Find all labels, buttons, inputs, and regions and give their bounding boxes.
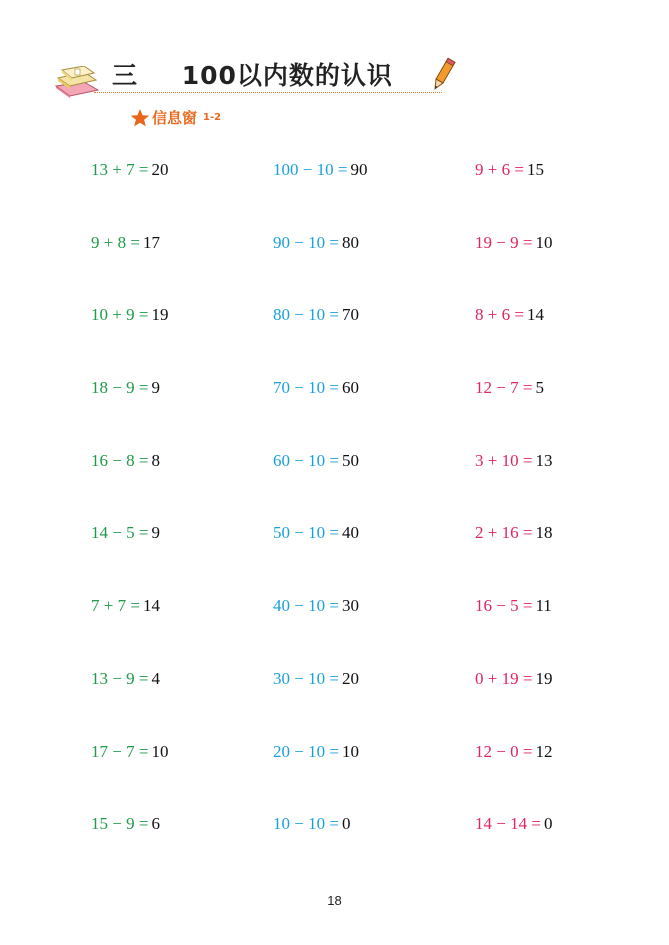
equation-expression: 16 − 5 = [475,596,533,616]
equation-row [475,158,552,231]
equation-answer: 10 [341,741,359,761]
equation-answer: 11 [535,596,552,616]
equation-row [273,303,367,376]
equation-expression: 60 − 10 = [273,450,339,470]
equation-answer: 10 [535,232,553,252]
exercise-column-1 [91,158,168,885]
equation-answer: 14 [526,305,544,325]
equation-answer: 20 [151,160,169,179]
equation-row [273,158,367,231]
equation-expression: 90 − 10 = [273,232,339,252]
equation-row [91,449,168,522]
equation-row [475,594,552,667]
equation-expression: 10 + 9 = [91,305,149,325]
equation-row [273,376,367,449]
equation-expression: 16 − 8 = [91,450,149,470]
equation-expression: 9 + 6 = [475,160,524,179]
equation-row [475,449,552,522]
equation-answer: 8 [151,450,160,470]
equation-answer: 13 [535,450,553,470]
equation-answer: 0 [543,814,553,834]
equation-expression: 18 − 9 = [91,378,149,398]
equation-row [273,812,367,885]
equation-answer: 10 [151,741,169,761]
equation-row [475,521,552,594]
equation-row [91,303,168,376]
equation-answer: 12 [535,741,553,761]
equation-row [91,231,168,304]
equation-answer: 6 [151,814,160,834]
equation-answer: 9 [151,378,160,398]
equation-expression: 40 − 10 = [273,596,339,616]
equation-expression: 3 + 10 = [475,450,533,470]
equation-expression: 0 + 19 = [475,668,533,688]
equation-row [91,594,168,667]
equation-row [475,812,552,885]
equation-answer: 15 [526,160,544,179]
equation-answer: 20 [341,668,359,688]
equation-answer: 30 [341,596,359,616]
equation-answer: 5 [535,378,544,398]
equation-answer: 19 [535,668,553,688]
equation-row [273,521,367,594]
equation-expression: 20 − 10 = [273,741,339,761]
equation-row [475,376,552,449]
equation-expression: 30 − 10 = [273,668,339,688]
equation-expression: 14 − 14 = [475,814,541,834]
equation-expression: 19 − 9 = [475,232,533,252]
equation-row [475,231,552,304]
equation-row [273,231,367,304]
section-range: 1-2 [203,112,222,123]
equation-answer: 80 [341,232,359,252]
equation-row [273,449,367,522]
equation-expression: 50 − 10 = [273,523,339,543]
chapter-numeral: 三 [112,61,139,90]
equation-answer: 0 [341,814,351,834]
equation-expression: 13 + 7 = [91,160,149,179]
equation-expression: 8 + 6 = [475,305,524,325]
equation-row [91,740,168,813]
page-number: 18 [327,893,342,908]
equation-expression: 70 − 10 = [273,378,339,398]
equation-expression: 100 − 10 = [273,160,348,179]
equation-expression: 2 + 16 = [475,523,533,543]
equation-answer: 19 [151,305,169,325]
exercise-column-3 [475,158,552,885]
equation-expression: 14 − 5 = [91,523,149,543]
equation-answer: 9 [151,523,160,543]
equation-row [475,740,552,813]
equation-answer: 4 [151,668,160,688]
equation-answer: 40 [341,523,359,543]
equation-row [91,812,168,885]
equation-answer: 18 [535,523,553,543]
equation-row [91,521,168,594]
equation-expression: 9 + 8 = [91,232,140,252]
equation-expression: 7 + 7 = [91,596,140,616]
equation-expression: 17 − 7 = [91,741,149,761]
equation-answer: 14 [142,596,160,616]
equation-expression: 10 − 10 = [273,814,339,834]
equation-row [273,594,367,667]
exercise-column-2 [273,158,367,885]
equation-row [475,303,552,376]
equation-row [91,667,168,740]
equation-expression: 12 − 7 = [475,378,533,398]
equation-row [273,667,367,740]
equation-expression: 12 − 0 = [475,741,533,761]
equation-row [91,376,168,449]
chapter-title-text: 100以内数的认识 [181,61,393,90]
section-label: 信息窗 [152,109,198,127]
equation-expression: 15 − 9 = [91,814,149,834]
equation-expression: 80 − 10 = [273,305,339,325]
equation-answer: 17 [142,232,160,252]
equation-answer: 60 [341,378,359,398]
equation-expression: 13 − 9 = [91,668,149,688]
equation-row [475,667,552,740]
equation-answer: 50 [341,450,359,470]
equation-row [91,158,168,231]
equation-answer: 90 [350,160,368,179]
equation-row [273,740,367,813]
equation-answer: 70 [341,305,359,325]
